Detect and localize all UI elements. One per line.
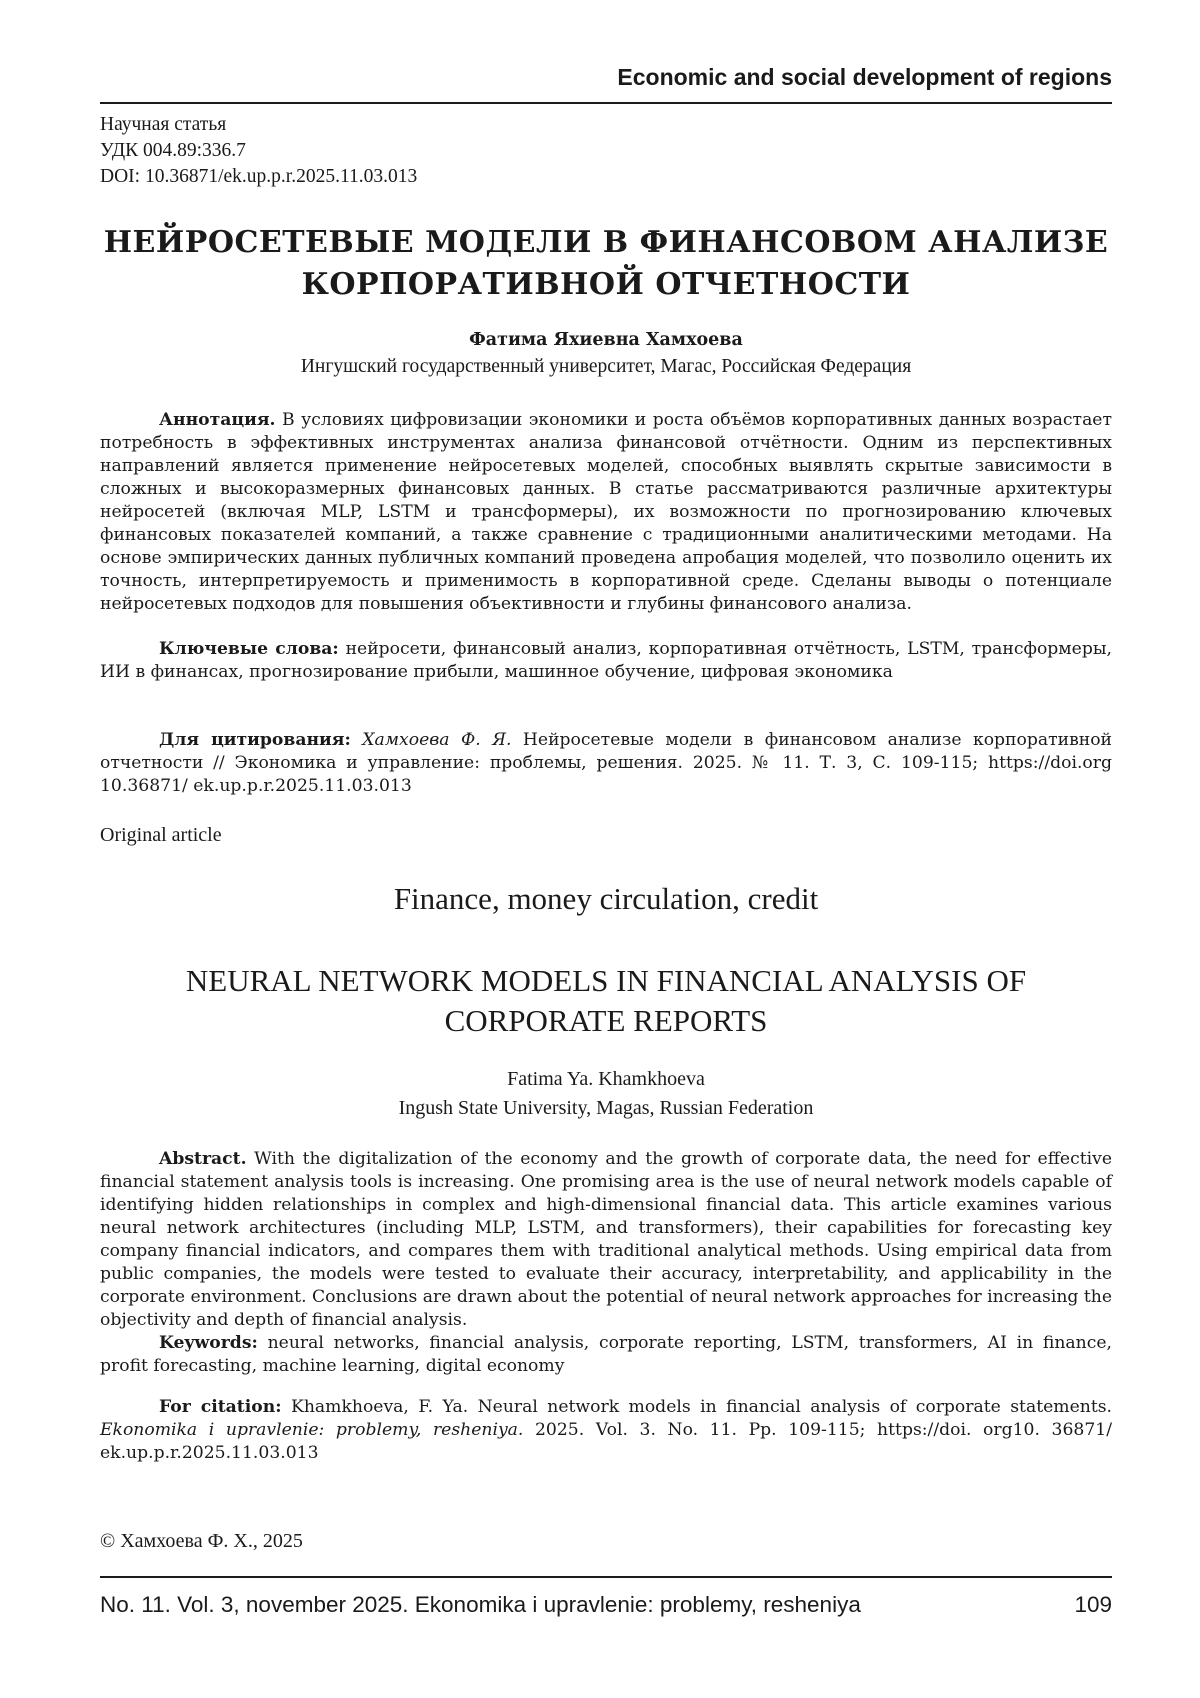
ru-keywords [100,638,1112,684]
ru-citation-text: Нейросетевые модели в финансовом анализе корпоративной отчетности // Экономика и управление: проблемы, решения. 2025. № 11. Т. 3, С. 109-115; https://doi.org 10.36871/ ek.up.p.r.2025.11.03.013 [100,730,1112,796]
en-keywords-label: Keywords: [159,1333,258,1353]
journal-section: Finance, money circulation, credit [393,881,819,916]
en-abstract-label: Abstract. [159,1149,247,1169]
ru-citation-author: Хамхоева Ф. Я. [362,730,512,750]
ru-author-name: Фатима Яхиевна Хамхоева [469,330,743,350]
footer-journal-info: No. 11. Vol. 3, november 2025. Ekonomika i upravlenie: problemy, resheniya [100,1592,861,1617]
en-citation [100,1396,1112,1465]
ru-abstract-label: Аннотация. [159,410,276,430]
ru-title-line-1: НЕЙРОСЕТЕВЫЕ МОДЕЛИ В ФИНАНСОВОМ АНАЛИЗЕ [103,225,1109,260]
article-type-ru: Научная статья [100,114,227,135]
running-header: Economic and social development of regions [617,64,1112,90]
en-citation-label: For citation: [159,1397,282,1417]
en-abstract [100,1148,1112,1332]
en-citation-post: 2025. Vol. 3. No. 11. Pp. 109-115; https://doi. org10. 36871/ ek.up.p.r.2025.11.03.013 [100,1420,1113,1463]
en-citation-journal: Ekonomika i upravlenie: problemy, resheniya. [100,1420,524,1440]
article-meta [100,112,417,190]
ru-title-line-2: КОРПОРАТИВНОЙ ОТЧЕТНОСТИ [301,267,911,302]
ru-keywords-label: Ключевые слова: [159,639,339,659]
en-title-line-1: NEURAL NETWORK MODELS IN FINANCIAL ANALYSIS OF [185,963,1027,998]
copyright-notice: © Хамхоева Ф. Х., 2025 [100,1530,303,1552]
ru-citation-label: Для цитирования: [159,730,351,750]
footer-rule [100,1576,1112,1578]
en-keywords [100,1332,1112,1378]
doi: DOI: 10.36871/ek.up.p.r.2025.11.03.013 [100,166,418,187]
ru-abstract-text: В условиях цифровизации экономики и роста объёмов корпоративных данных возрастает потребность в эффективных инструментах анализа финансовой отчётности. Одним из перспективных направлений является применение нейросетевых моделей, способных выявлять скрытые зависимости в сложных и высокоразмерных финансовых данных. В статье рассматриваются различные архитектуры нейросетей (включая MLP, LSTM и трансформеры), их возможности по прогнозированию ключевых финансовых показателей компаний, а также сравнение с традиционными аналитическими методами. На основе эмпирических данных публичных компаний проведена апробация моделей, что позволило оценить их точность, интерпретируемость и применимость в корпоративной среде. Сделаны выводы о потенциале нейросетевых подходов для повышения объективности и глубины финансового анализа. [100,410,1112,614]
en-title-line-2: CORPORATE REPORTS [444,1003,768,1038]
ru-abstract [100,409,1112,616]
en-affiliation: Ingush State University, Magas, Russian Federation [398,1097,814,1119]
en-article-type: Original article [100,824,222,846]
ru-affiliation: Ингушский государственный университет, Магас, Российская Федерация [300,356,912,377]
en-keywords-text: neural networks, financial analysis, corporate reporting, LSTM, transformers, AI in finance, profit forecasting, machine learning, digital economy [100,1333,1113,1376]
ru-article-title [100,222,1112,306]
en-citation-pre: Khamkhoeva, F. Ya. Neural network models in financial analysis of corporate statements. [291,1397,1113,1417]
en-abstract-text: With the digitalization of the economy and the growth of corporate data, the need for effective financial statement analysis tools is increasing. One promising area is the use of neural network models capable of identifying hidden relationships in complex and high-dimensional financial data. This article examines various neural network architectures (including MLP, LSTM, and transformers), their capabilities for forecasting key company financial indicators, and compares them with traditional analytical methods. Using empirical data from public companies, the models were tested to evaluate their accuracy, interpretability, and applicability in the corporate environment. Conclusions are drawn about the potential of neural network approaches for increasing the objectivity and depth of financial analysis. [100,1149,1112,1330]
ru-keywords-text: нейросети, финансовый анализ, корпоративная отчётность, LSTM, трансформеры, ИИ в финансах, прогнозирование прибыли, машинное обучение, цифровая экономика [100,639,1112,682]
page-number: 109 [1074,1592,1112,1617]
header-rule [100,102,1112,104]
en-article-title [100,961,1112,1041]
udc-code: УДК 004.89:336.7 [100,140,246,161]
ru-citation [100,729,1112,798]
en-author-name: Fatima Ya. Khamkhoeva [507,1068,705,1090]
